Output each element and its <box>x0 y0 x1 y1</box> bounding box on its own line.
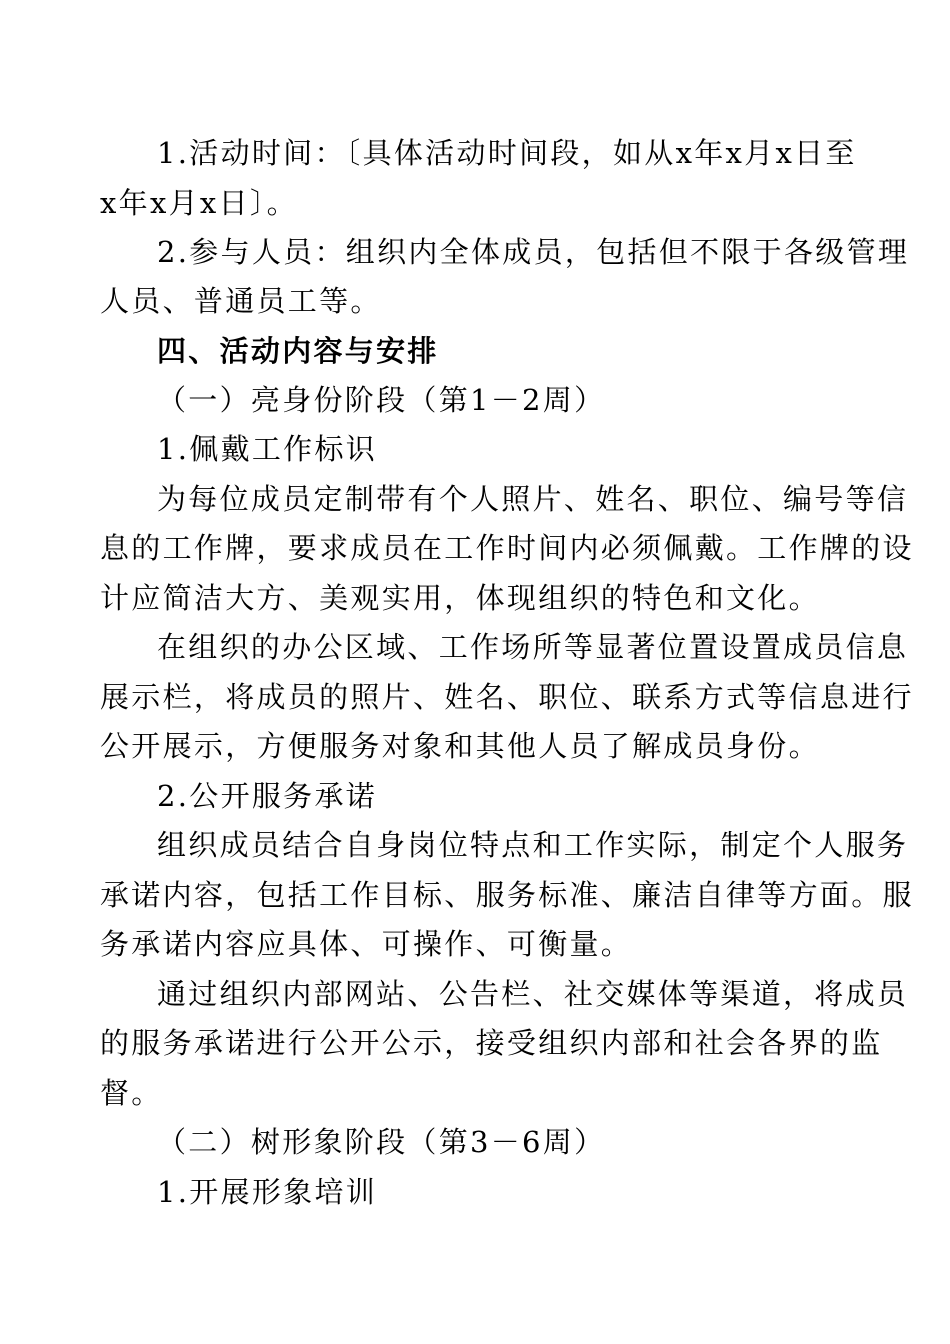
paragraph-commitment-line-1: 组织成员结合自身岗位特点和工作实际，制定个人服务 <box>157 828 909 862</box>
paragraph-display-board-line-1: 在组织的办公区域、工作场所等显著位置设置成员信息 <box>157 630 909 664</box>
paragraph-display-board-line-3: 公开展示，方便服务对象和其他人员了解成员身份。 <box>100 729 820 763</box>
paragraph-participants-line-1: 2.参与人员：组织内全体成员，包括但不限于各级管理 <box>157 235 910 269</box>
subsection-heading-stage-one: （一）亮身份阶段（第1－2周） <box>157 383 606 417</box>
item-heading-wear-badge: 1.佩戴工作标识 <box>157 432 378 466</box>
paragraph-badge-line-1: 为每位成员定制带有个人照片、姓名、职位、编号等信 <box>157 482 909 516</box>
item-heading-service-commitment: 2.公开服务承诺 <box>157 779 378 813</box>
paragraph-publicity-line-3: 督。 <box>100 1076 163 1110</box>
item-heading-image-training: 1.开展形象培训 <box>157 1175 378 1209</box>
paragraph-activity-time-line-2: x年x月x日〕。 <box>100 186 298 220</box>
paragraph-publicity-line-1: 通过组织内部网站、公告栏、社交媒体等渠道，将成员 <box>157 977 909 1011</box>
section-heading-activity-content: 四、活动内容与安排 <box>157 334 439 368</box>
paragraph-display-board-line-2: 展示栏，将成员的照片、姓名、职位、联系方式等信息进行 <box>100 680 914 714</box>
paragraph-commitment-line-3: 务承诺内容应具体、可操作、可衡量。 <box>100 927 633 961</box>
paragraph-commitment-line-2: 承诺内容，包括工作目标、服务标准、廉洁自律等方面。服 <box>100 878 914 912</box>
subsection-heading-stage-two: （二）树形象阶段（第3－6周） <box>157 1125 606 1159</box>
paragraph-badge-line-3: 计应简洁大方、美观实用，体现组织的特色和文化。 <box>100 581 820 615</box>
paragraph-activity-time-line-1: 1.活动时间：〔具体活动时间段，如从x年x月x日至 <box>157 136 857 170</box>
paragraph-participants-line-2: 人员、普通员工等。 <box>100 284 382 318</box>
paragraph-publicity-line-2: 的服务承诺进行公开公示，接受组织内部和社会各界的监 <box>100 1026 883 1060</box>
paragraph-badge-line-2: 息的工作牌，要求成员在工作时间内必须佩戴。工作牌的设 <box>100 531 914 565</box>
